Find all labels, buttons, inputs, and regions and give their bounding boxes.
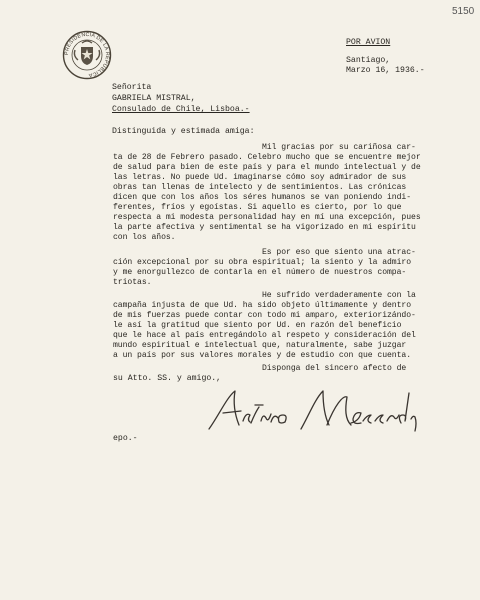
body-line: Disponga del sincero afecto de — [262, 364, 407, 373]
salutation: Distinguida y estimada amiga: — [112, 127, 255, 136]
letter-date: Marzo 16, 1936.- — [346, 66, 425, 75]
body-line: mundo espiritual e intelectual que, naturalmente, sabe juzgar — [113, 341, 407, 350]
body-line: y me enorgullezco de contarla en el número de nuestros compa- — [113, 268, 407, 277]
letter-place: Santiago, — [346, 56, 391, 65]
body-line: de mis fuerzas puede contar con todo mi amparo, exteriorizándo- — [113, 311, 416, 320]
typist-initials: epo.- — [113, 434, 138, 443]
body-line: ferentes, fríos y egoístas. Si aquello es cierto, por lo que — [113, 203, 402, 212]
body-line: campaña injusta de que Ud. ha sido objeto últimamente y dentro — [113, 301, 412, 310]
body-line: las letras. No puede Ud. imaginarse cómo soy admirador de sus — [113, 173, 407, 182]
body-line: de salud para bien de este país y para el mundo intelectual y de — [113, 163, 421, 172]
body-line: Es por eso que siento una atrac- — [262, 248, 416, 257]
signature-text: Arturo Alessandri — [205, 385, 216, 386]
archive-number: 5150 — [452, 6, 475, 17]
body-line: respecta a mi modesta personalidad hay en mí una excepción, pues — [113, 213, 421, 222]
body-line: a un país por sus valores morales y de estudio con que cuenta. — [113, 351, 412, 360]
body-line: Mil gracias por su cariñosa car- — [262, 143, 416, 152]
recipient-title: Señorita — [112, 83, 152, 92]
body-line: He sufrido verdaderamente con la — [262, 291, 416, 300]
seal-text: PRESIDENCIA DE LA REPUBLICA — [63, 31, 111, 78]
body-line: dicen que con los años los séres humanos se van poniendo indi- — [113, 193, 412, 202]
body-line: con los años. — [113, 233, 176, 242]
closing: su Atto. SS. y amigo., — [113, 374, 222, 383]
airmail-label: POR AVION — [346, 38, 391, 47]
recipient-name: GABRIELA MISTRAL, — [112, 94, 196, 103]
recipient-address: Consulado de Chile, Lisboa.- — [112, 105, 250, 114]
body-line: que le hace al país entregándolo al respeto y consideración del — [113, 331, 416, 340]
body-line: ta de 28 de Febrero pasado. Celebro mucho que se encuentre mejor — [113, 153, 421, 162]
body-line: la parte afectiva y sentimental se ha vigorizado en mi espíritu — [113, 223, 416, 232]
body-line: ción excepcional por su obra espiritual; la siento y la admiro — [113, 258, 412, 267]
presidential-seal-icon — [62, 30, 112, 80]
body-line: obras tan llenas de intelecto y de sentimientos. Las crónicas — [113, 183, 407, 192]
signature — [205, 385, 420, 435]
body-line: triotas. — [113, 278, 152, 287]
body-line: le así la gratitud que siento por Ud. en razón del beneficio — [113, 321, 402, 330]
